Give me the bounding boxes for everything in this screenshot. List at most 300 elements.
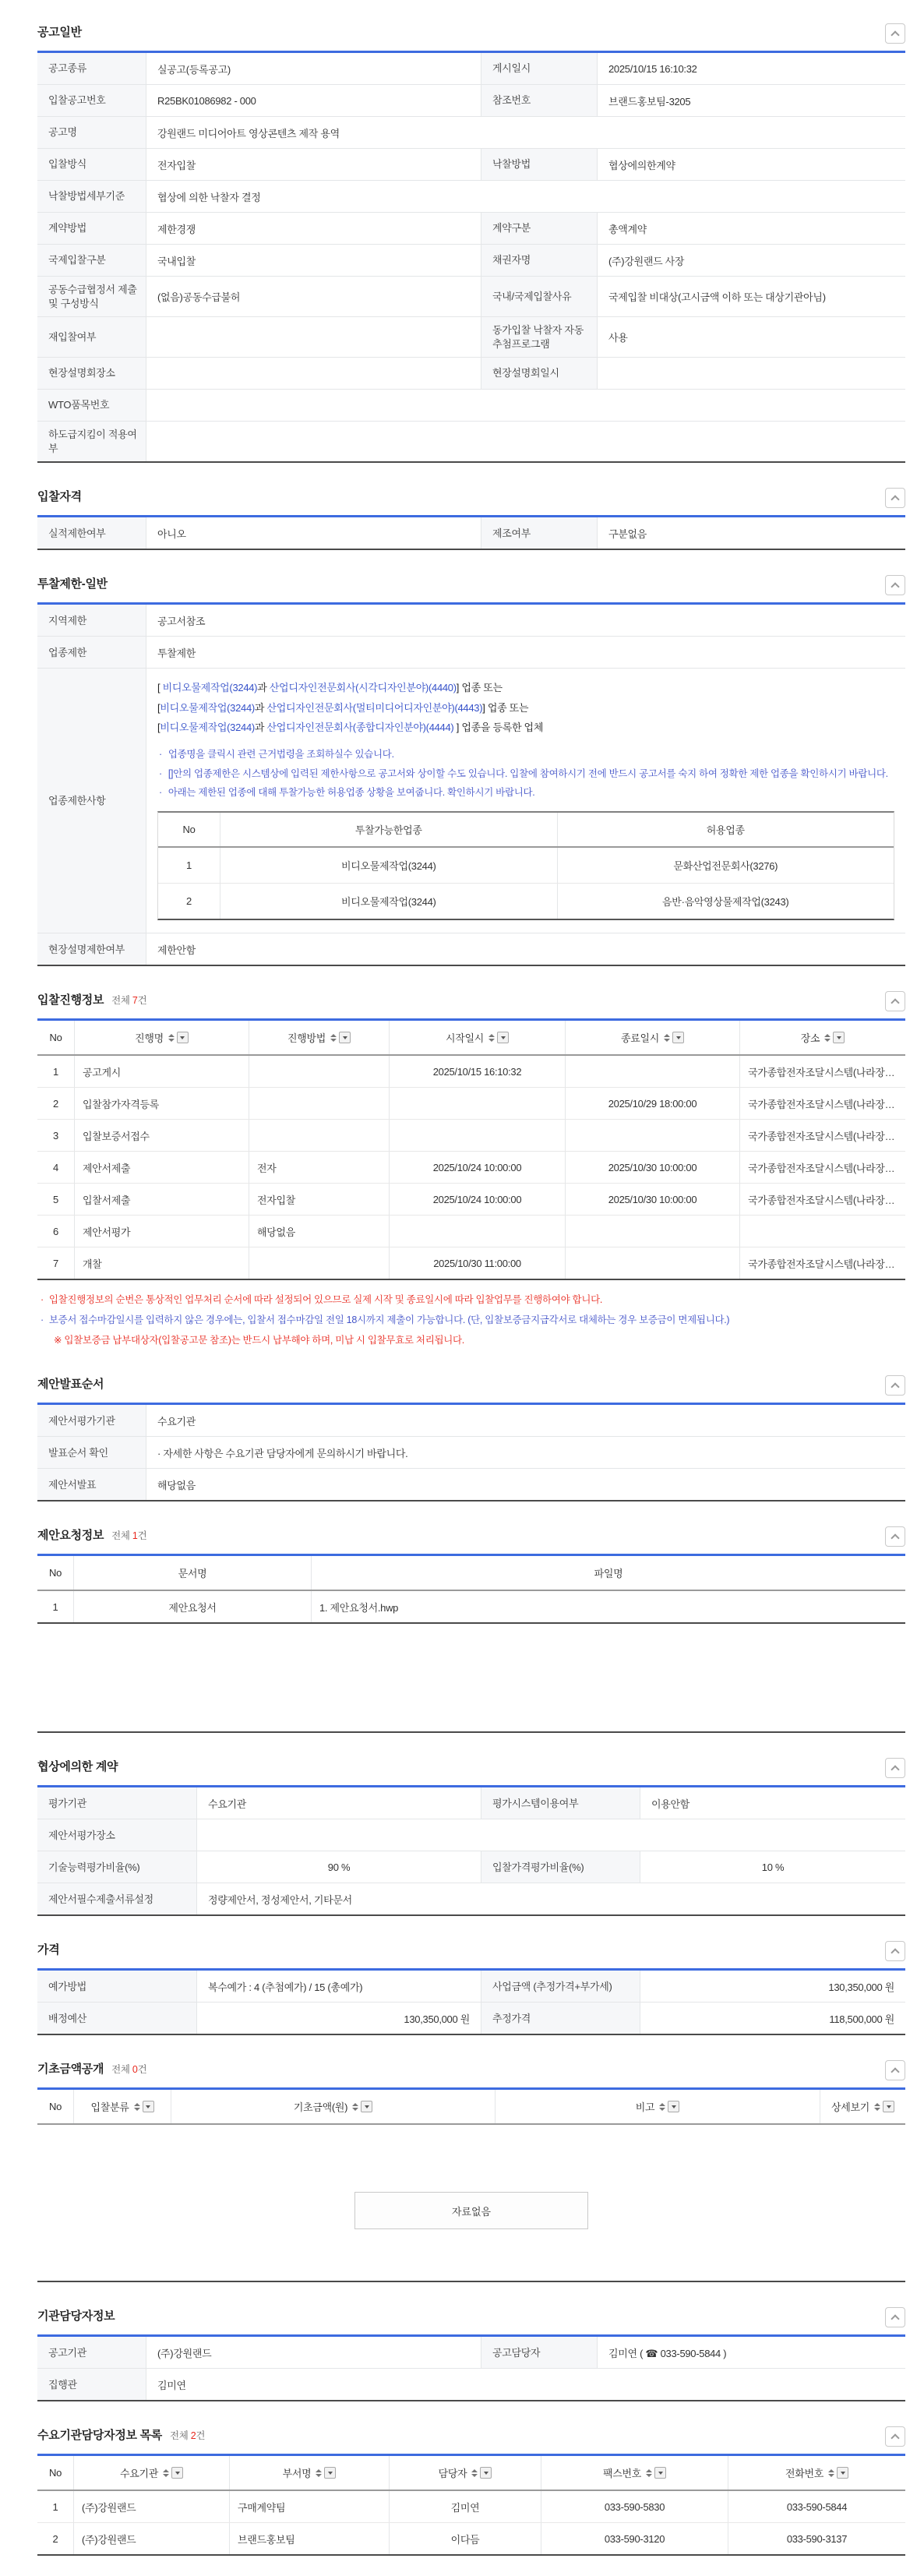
form-row	[37, 213, 905, 245]
collapse-button[interactable]	[885, 991, 905, 1011]
sort-desc-icon	[824, 1039, 831, 1042]
form-label: 입찰공고번호	[37, 85, 146, 116]
form-value: 10 %	[761, 1861, 785, 1873]
form-label: 현장설명제한여부	[37, 933, 146, 965]
table-cell: 2	[158, 884, 220, 919]
section-title-restriction: 투찰제한-일반	[37, 577, 108, 591]
filter-dropdown-icon[interactable]	[339, 1032, 351, 1043]
form-value: 정량제안서, 정성제안서, 기타문서	[208, 1893, 352, 1906]
sort-desc-icon	[330, 1039, 337, 1042]
industry-link[interactable]: 산업디자인전문회사(종합디자인분야)(4444)	[266, 721, 454, 733]
sort-arrows-icon	[163, 2469, 169, 2477]
form-label: 공동수급협정서 제출 및 구성방식	[37, 277, 146, 316]
table-cell: 국가종합전자조달시스템(나라장…	[748, 1130, 895, 1142]
suffix-text: ] 업종 또는	[482, 701, 529, 714]
sort-arrows-icon	[828, 2469, 834, 2477]
table-cell: 1	[37, 2491, 74, 2522]
table-row	[37, 1120, 905, 1152]
collapse-button[interactable]	[885, 1758, 905, 1778]
sort-arrows-icon	[664, 1034, 670, 1042]
form-label: 배정예산	[37, 2003, 197, 2034]
form-label: 입찰방식	[37, 149, 146, 180]
table-cell	[249, 1247, 390, 1279]
filter-dropdown-icon[interactable]	[497, 1032, 509, 1043]
table-cell	[249, 1120, 390, 1151]
table-cell: 입찰서제출	[75, 1184, 249, 1215]
note-line	[159, 764, 894, 783]
form-label: 예가방법	[37, 1971, 197, 2002]
table-header-cell: No	[158, 813, 220, 846]
form-label: 사업금액 (추정가격+부가세)	[481, 1971, 640, 2002]
section-title-rfp	[37, 1526, 146, 1543]
table-cell: 제안서제출	[75, 1152, 249, 1183]
table-header-row	[37, 2456, 905, 2491]
form-value: (주)강원랜드	[157, 2347, 212, 2359]
section-title-progress	[37, 991, 146, 1007]
qualification-table	[37, 515, 905, 550]
form-row	[37, 1851, 905, 1883]
chevron-up-icon	[890, 999, 899, 1007]
column-label: 전화번호	[785, 2468, 824, 2480]
sort-asc-icon	[488, 1034, 495, 1037]
total-count: 2	[190, 2430, 196, 2442]
table-header-cell: 투찰가능한업종	[220, 813, 558, 846]
table-cell: 김미연	[390, 2491, 541, 2522]
form-label: 발표순서 확인	[37, 1437, 146, 1468]
total-prefix: 전체	[111, 2064, 130, 2076]
table-cell: 1	[158, 848, 220, 883]
form-value: 수요기관	[157, 1415, 196, 1427]
table-cell: 국가종합전자조달시스템(나라장…	[748, 1258, 895, 1270]
caret-down-icon	[180, 1036, 185, 1039]
chevron-up-icon	[890, 2068, 899, 2077]
sort-desc-icon	[471, 2474, 478, 2477]
form-value: 118,500,000 원	[829, 2013, 894, 2025]
table-cell: 5	[37, 1184, 75, 1215]
total-prefix: 전체	[169, 2430, 189, 2442]
bullet-icon: ·	[159, 787, 162, 799]
collapse-button[interactable]	[885, 1526, 905, 1547]
table-cell: 2025/10/29 18:00:00	[566, 1088, 740, 1119]
collapse-button[interactable]	[885, 23, 905, 44]
table-cell	[249, 1088, 390, 1119]
sort-control[interactable]	[316, 2467, 336, 2479]
form-value: 복수예가 : 4 (추첨예가) / 15 (총예가)	[208, 1981, 363, 1993]
form-label: 기술능력평가비율(%)	[37, 1851, 197, 1883]
industry-link[interactable]: 산업디자인전문회사(시각디자인분야)(4440)	[269, 682, 457, 694]
table-header-cell	[74, 2456, 230, 2490]
form-value: 제한경쟁	[157, 223, 196, 235]
caret-down-icon	[672, 2105, 676, 2108]
sort-control[interactable]	[659, 2101, 679, 2112]
form-row	[37, 390, 905, 422]
form-row	[37, 85, 905, 117]
table-cell: 033-590-5830	[541, 2491, 728, 2522]
form-value	[197, 1819, 905, 1851]
section-title-text: 입찰진행정보	[37, 993, 104, 1007]
form-row	[37, 53, 905, 85]
chevron-up-icon	[890, 2434, 899, 2443]
sort-desc-icon	[874, 2108, 880, 2111]
sort-asc-icon	[352, 2103, 358, 2106]
section-rfp	[37, 1526, 905, 1624]
form-row	[37, 637, 905, 669]
form-value	[146, 422, 905, 461]
column-label: 진행명	[135, 1032, 164, 1045]
section-title-price: 가격	[37, 1943, 60, 1957]
suffix-text: ] 업종 또는	[456, 682, 503, 694]
table-header-cell	[37, 2456, 74, 2490]
collapse-button[interactable]	[885, 1941, 905, 1961]
form-value: 아니오	[157, 528, 186, 540]
table-cell	[566, 1120, 740, 1151]
filter-dropdown-icon[interactable]	[837, 2467, 848, 2479]
table-cell: 입찰참가자격등록	[75, 1088, 249, 1119]
sort-desc-icon	[828, 2474, 834, 2477]
form-label: 제안서발표	[37, 1469, 146, 1500]
table-cell: 제안요청서	[74, 1591, 312, 1622]
sort-desc-icon	[488, 1039, 495, 1042]
empty-result-area	[37, 2125, 905, 2282]
table-cell: 해당없음	[249, 1216, 390, 1247]
form-value	[146, 317, 481, 357]
form-label: 현장설명회장소	[37, 358, 146, 389]
caret-down-icon	[501, 1036, 506, 1039]
sort-arrows-icon	[134, 2103, 140, 2111]
form-value: 전자입찰	[157, 159, 196, 171]
filter-dropdown-icon[interactable]	[177, 1032, 189, 1043]
section-divider	[37, 1731, 905, 1733]
note-text: 보증서 접수마감일시를 입력하지 않은 경우에는, 입찰서 접수마감일 전일 18시까지 제출이 가능합니다. (단, 입찰보증금지급각서로 대체하는 경우 보증금이 면제됩니다.)	[48, 1314, 730, 1326]
indent	[41, 1331, 48, 1351]
form-label: 제안서평가기관	[37, 1405, 146, 1436]
form-value: 2025/10/15 16:10:32	[608, 62, 697, 75]
chevron-up-icon	[890, 1949, 899, 1957]
form-label: 공고담당자	[481, 2337, 598, 2368]
progress-table	[37, 1018, 905, 1280]
caret-down-icon	[146, 2105, 150, 2108]
filter-dropdown-icon[interactable]	[480, 2467, 492, 2479]
form-value: 90 %	[327, 1861, 351, 1873]
table-cell: 비디오물제작업(3244)	[220, 884, 558, 919]
table-header-cell	[566, 1021, 740, 1054]
table-cell	[390, 1088, 566, 1119]
table-cell: 033-590-3137	[786, 2532, 848, 2545]
bullet-icon: ·	[159, 749, 162, 760]
table-header-row	[158, 813, 894, 848]
collapse-button[interactable]	[885, 2426, 905, 2447]
form-label: 낙찰방법	[481, 149, 598, 180]
table-header-row	[37, 1021, 905, 1056]
table-cell: 음반·음악영상물제작업(3243)	[662, 896, 789, 909]
table-header-row	[37, 1556, 905, 1591]
column-label: 파일명	[594, 1568, 623, 1580]
table-cell: 4	[37, 1152, 75, 1183]
section-title-base-amount	[37, 2060, 146, 2077]
form-label: 제안서필수제출서류설정	[37, 1883, 197, 1914]
section-title-text: 제안요청정보	[37, 1529, 104, 1543]
form-row	[37, 2003, 905, 2034]
biz-restriction-notes	[159, 745, 894, 802]
section-negotiation	[37, 1758, 905, 1916]
column-label: 부서명	[282, 2468, 312, 2480]
form-label: 추정가격	[481, 2003, 640, 2034]
filter-dropdown-icon[interactable]	[361, 2101, 372, 2112]
form-row	[37, 317, 905, 358]
form-value: 실공고(등록공고)	[157, 63, 231, 76]
form-value	[146, 390, 905, 421]
table-cell	[566, 1056, 740, 1087]
table-cell: 비디오물제작업(3244)	[220, 848, 558, 883]
table-cell: 공고게시	[75, 1056, 249, 1087]
sort-control[interactable]	[664, 1032, 684, 1043]
total-count-badge	[170, 2430, 205, 2441]
sort-asc-icon	[659, 2103, 665, 2106]
sort-desc-icon	[646, 2474, 652, 2477]
table-header-cell	[496, 2090, 820, 2123]
form-value: R25BK01086982 - 000	[157, 94, 256, 107]
note-text: ※ 입찰보증금 납부대상자(입찰공고문 참조)는 반드시 납부해야 하며, 미납 시 입찰무효로 처리됩니다.	[54, 1334, 464, 1346]
form-label: 국제입찰구분	[37, 245, 146, 276]
form-label: 참조번호	[481, 85, 598, 116]
column-label: 팩스번호	[602, 2468, 642, 2480]
table-cell: (주)강원랜드	[74, 2523, 230, 2554]
table-row	[37, 2491, 905, 2523]
form-row	[37, 277, 905, 317]
section-restriction	[37, 575, 905, 966]
collapse-button[interactable]	[885, 488, 905, 508]
table-cell	[566, 1247, 740, 1279]
table-cell	[566, 1216, 740, 1247]
form-value: (없음)공동수급불허	[157, 291, 241, 304]
chevron-up-icon	[890, 30, 899, 39]
column-label: No	[49, 1032, 62, 1044]
table-cell	[390, 1120, 566, 1151]
sort-asc-icon	[134, 2103, 140, 2106]
form-label: 낙찰방법세부기준	[37, 181, 146, 212]
filter-dropdown-icon[interactable]	[668, 2101, 679, 2112]
sort-asc-icon	[163, 2469, 169, 2472]
form-label: 제안서평가장소	[37, 1819, 197, 1851]
form-value: 국내입찰	[157, 255, 196, 267]
filter-dropdown-icon[interactable]	[672, 1032, 684, 1043]
sort-asc-icon	[330, 1034, 337, 1037]
table-row	[37, 1184, 905, 1216]
sort-arrows-icon	[471, 2469, 478, 2477]
form-value: 해당없음	[157, 1479, 196, 1491]
progress-notes	[41, 1290, 905, 1350]
form-label: 실적제한여부	[37, 517, 146, 549]
column-label: 장소	[800, 1032, 820, 1045]
sort-control[interactable]	[134, 2101, 154, 2112]
sort-desc-icon	[352, 2108, 358, 2111]
sort-desc-icon	[168, 1039, 175, 1042]
total-suffix: 건	[196, 2430, 206, 2442]
table-cell: 이다듬	[390, 2523, 541, 2554]
form-label: 게시일시	[481, 53, 598, 84]
form-label: 평가시스템이용여부	[481, 1787, 640, 1819]
section-agency	[37, 2307, 905, 2401]
caret-down-icon	[887, 2105, 891, 2108]
table-cell: 2025/10/15 16:10:32	[390, 1056, 566, 1087]
negotiation-table	[37, 1785, 905, 1916]
price-table	[37, 1968, 905, 2035]
form-row	[37, 149, 905, 181]
sort-control[interactable]	[163, 2467, 183, 2479]
table-cell: 6	[37, 1216, 75, 1247]
table-row	[37, 1591, 905, 1622]
industry-link[interactable]: 비디오물제작업(3244)	[162, 682, 258, 694]
sort-control[interactable]	[874, 2101, 894, 2112]
collapse-button[interactable]	[885, 2060, 905, 2080]
presentation-table	[37, 1403, 905, 1501]
table-header-cell	[37, 1556, 74, 1590]
form-row	[37, 117, 905, 149]
sort-control[interactable]	[828, 2467, 848, 2479]
table-cell: 1	[37, 1591, 74, 1622]
collapse-button[interactable]	[885, 1375, 905, 1396]
general-info-table	[37, 51, 905, 463]
column-label: No	[48, 1567, 62, 1579]
sort-control[interactable]	[824, 1032, 845, 1043]
and-text: 과	[254, 701, 267, 714]
section-progress	[37, 991, 905, 1350]
sort-control[interactable]	[488, 1032, 509, 1043]
table-cell: 2	[37, 2523, 74, 2554]
form-value: 제한안함	[157, 944, 196, 956]
table-row	[37, 2523, 905, 2554]
table-row	[37, 1088, 905, 1120]
column-label: 입찰분류	[90, 2101, 129, 2114]
caret-down-icon	[484, 2472, 488, 2475]
sort-arrows-icon	[874, 2103, 880, 2111]
sort-asc-icon	[824, 1034, 831, 1037]
note-line	[159, 745, 894, 764]
section-title-qualification: 입찰자격	[37, 490, 82, 504]
caret-down-icon	[343, 1036, 347, 1039]
form-label: 평가기관	[37, 1787, 197, 1819]
total-count: 1	[132, 1530, 138, 1542]
form-value: 국제입찰 비대상(고시금액 이하 또는 대상기관아님)	[608, 291, 826, 304]
collapse-button[interactable]	[885, 575, 905, 595]
and-text: 과	[257, 682, 270, 694]
collapse-button[interactable]	[885, 2307, 905, 2327]
form-value: 구분없음	[608, 528, 647, 540]
table-header-cell	[740, 1021, 905, 1054]
table-cell: 구매계약팀	[230, 2491, 390, 2522]
form-value: 김미연 ( ☎ 033-590-5844 )	[608, 2347, 727, 2359]
industry-link[interactable]: 비디오물제작업(3244)	[160, 701, 255, 714]
no-data-box: 자료없음	[354, 2192, 588, 2229]
filter-dropdown-icon[interactable]	[324, 2467, 336, 2479]
sort-arrows-icon	[168, 1034, 175, 1042]
form-label: 계약구분	[481, 213, 598, 244]
chevron-up-icon	[890, 1383, 899, 1392]
form-label: WTO품목번호	[37, 390, 146, 421]
filter-dropdown-icon[interactable]	[171, 2467, 183, 2479]
form-label: 집행관	[37, 2369, 146, 2400]
industry-link[interactable]: 산업디자인전문회사(멀티미디어디자인분야)(4443)	[266, 701, 483, 714]
sort-desc-icon	[659, 2108, 665, 2111]
sort-control[interactable]	[352, 2101, 372, 2112]
sort-control[interactable]	[646, 2467, 666, 2479]
table-cell: (주)강원랜드	[74, 2491, 230, 2522]
form-row	[37, 1469, 905, 1500]
form-row	[37, 1883, 905, 1914]
total-count: 0	[132, 2064, 138, 2076]
table-cell: 문화산업전문회사(3276)	[673, 860, 778, 873]
base-amount-table	[37, 2087, 905, 2125]
column-label: 종료일시	[620, 1032, 660, 1045]
table-cell: 1. 제안요청서.hwp	[319, 1601, 399, 1614]
form-label: 하도급지킴이 적용여부	[37, 422, 146, 461]
table-header-cell	[541, 2456, 728, 2490]
blank-area	[37, 1624, 905, 1731]
form-row	[37, 1787, 905, 1819]
table-cell: 2	[37, 1088, 75, 1119]
chevron-up-icon	[890, 1766, 899, 1774]
biz-restriction-line	[157, 718, 894, 737]
note-text: 아래는 제한된 업종에 대해 투찰가능한 허용업종 상황을 보여줍니다. 확인하시기 바랍니다.	[168, 787, 535, 799]
table-cell: 2025/10/24 10:00:00	[390, 1184, 566, 1215]
biz-restriction-line	[157, 698, 894, 718]
form-value: (주)강원랜드 사장	[608, 255, 685, 267]
form-row	[37, 933, 905, 965]
total-count-badge	[111, 1530, 146, 1541]
caret-down-icon	[175, 2472, 180, 2475]
filter-dropdown-icon[interactable]	[654, 2467, 666, 2479]
table-header-cell	[390, 2456, 541, 2490]
form-row	[37, 2369, 905, 2400]
table-header-cell	[390, 1021, 566, 1054]
sort-asc-icon	[828, 2469, 834, 2472]
form-label: 입찰가격평가비율(%)	[481, 1851, 640, 1883]
total-count-badge	[111, 995, 146, 1006]
section-qualification	[37, 488, 905, 550]
total-suffix: 건	[137, 1530, 147, 1542]
form-value: 강원랜드 미디어아트 영상콘텐츠 제작 용역	[157, 127, 340, 139]
industry-link[interactable]: 비디오물제작업(3244)	[160, 721, 255, 733]
filter-dropdown-icon[interactable]	[883, 2101, 894, 2112]
form-label: 재입찰여부	[37, 317, 146, 357]
table-row	[37, 1247, 905, 1279]
caret-down-icon	[365, 2105, 369, 2108]
biz-restriction-line	[157, 678, 894, 697]
form-row	[37, 2337, 905, 2369]
form-row	[37, 517, 905, 549]
sort-control[interactable]	[471, 2467, 492, 2479]
form-row	[37, 1819, 905, 1851]
note-line	[41, 1290, 905, 1311]
sort-control[interactable]	[168, 1032, 189, 1043]
caret-down-icon	[676, 1036, 681, 1039]
bullet-icon: ·	[41, 1294, 44, 1306]
sort-control[interactable]	[330, 1032, 351, 1043]
sort-arrows-icon	[330, 1034, 337, 1042]
filter-dropdown-icon[interactable]	[143, 2101, 154, 2112]
table-row	[37, 1152, 905, 1184]
biz-restriction-detail	[146, 669, 905, 933]
filter-dropdown-icon[interactable]	[833, 1032, 845, 1043]
section-title-negotiation: 협상에의한 계약	[37, 1760, 118, 1774]
form-value: 130,350,000 원	[828, 1981, 894, 1993]
form-row	[37, 1405, 905, 1437]
table-cell: 제안서평가	[75, 1216, 249, 1247]
form-value: 이용안함	[651, 1798, 690, 1810]
bracket-text: [	[157, 701, 160, 714]
caret-down-icon	[328, 2472, 333, 2475]
chevron-up-icon	[890, 1534, 899, 1543]
